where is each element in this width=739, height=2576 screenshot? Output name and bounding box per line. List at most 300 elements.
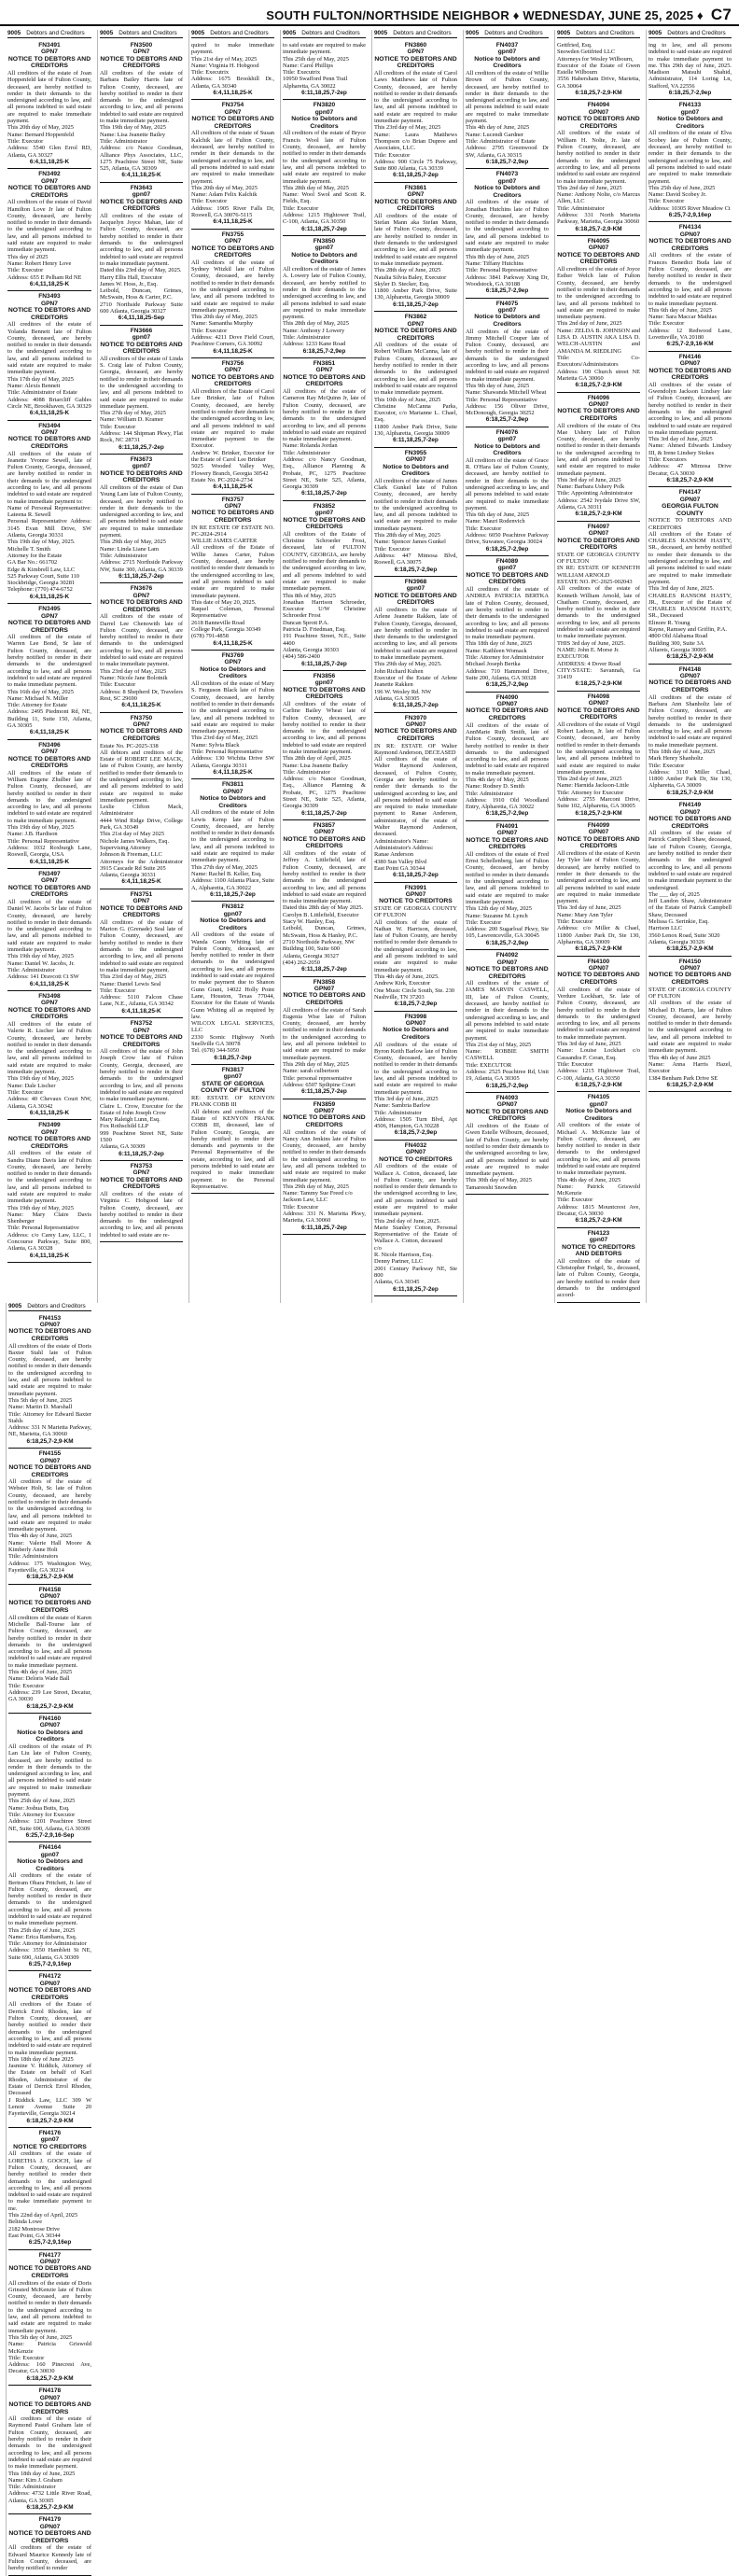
notice-body: All creditors of the estate of Frances Benedict Buda late of Fulton County, deceased, are hereby notified to render in their demands to the undersigned according to law, and all persons indebted to said estate are required to make immediate payment. This 6th day of June, 2025 Name: Sara Maccar Mathias Title: Executor Address: 12 Redwood Lane, Lovettsville, VA 20180: [648, 252, 732, 342]
notice-id: FN4089: [495, 558, 519, 566]
notice-id: FN3491: [38, 42, 61, 49]
notice-run-dates: 6:4,11,18,25-Sep: [118, 315, 165, 322]
notice-code: GPN07: [405, 721, 426, 728]
notice-code: GPN07: [405, 890, 426, 898]
notice-run-dates: 6:4,11,18,25-K: [29, 980, 70, 987]
legal-notice: [466, 821, 549, 950]
legal-notice: [466, 299, 549, 427]
legal-notice: [100, 713, 183, 889]
notice-body: All creditors of the estate of Warren Lee Bond, Sr late of Fulton County, deceased, are hereby notified to render in their demands to the undersigned according to law, and all persons indebted to said estate are required to make immediate payment. This 16th day of May, 2025 Name: Michael N. Miller Title: Attorney for Estate Address: 2495 Piedmont Rd, NE, Building 11, Suite 150, Atlanta, GA 30305: [7, 634, 91, 729]
notice-run-dates: 6:18,25,7-2,9-KM: [666, 789, 714, 796]
notice-title: Notice to Debtors and Creditors: [291, 251, 357, 266]
notice-title: NOTICE TO DEBTORS AND CREDITORS: [7, 185, 91, 199]
section-code: 9005: [7, 30, 21, 36]
legal-notice: [557, 393, 640, 522]
notice-id: FN3861: [404, 184, 427, 191]
notice-title: Notice to Debtors and Creditors: [474, 185, 540, 199]
notice-title: Notice to Debtors and Creditors: [474, 314, 540, 328]
notice-body: to said estate are required to make immediate payment. This 25th day of May, 2025 Name: Carol Phillips Title: Executrix 10950 Swafford Penn Trail Alpharetta, GA 30022: [283, 42, 366, 90]
notice-body: All creditors of the estate of Valerie R. Lischer late of Fulton County, deceased, are hereby notified to render in their demands to the undersigned according to law, and all persons indebted to said estate are required to make immediate payment. This 19th day of May, 2025 Name: Dale Lischer Title: Executor Address: 40 Chevaux Court NW, Atlanta, GA 30342: [7, 1020, 91, 1110]
notice-body: All creditors of the estate of Edward Maurice Kennedy late of Fulton County, deceased, are hereby notified to render: [8, 2544, 91, 2572]
legal-notice: [7, 604, 91, 740]
notice-title: NOTICE TO DEBTORS AND CREDITORS: [7, 1006, 91, 1021]
notice-title: NOTICE TO DEBTORS AND CREDITORS: [8, 1328, 91, 1342]
notice-body: All creditors of the estate of Dan Young Lam late of Fulton County, deceased, are hereby notified to render in their demands to the undersigned according to law, and all persons indebted to said estate are required to make immediate payment. This 29th day of May, 2025 Name: Linda Liane Lam Title: Administrator Address: 2715 Northside Parkway NW, Suite 300, Atlanta, GA 30339: [100, 483, 183, 573]
notice-id: FN4172: [38, 1973, 62, 1981]
notice-title: NOTICE TO DEBTORS AND CREDITORS: [374, 198, 457, 213]
notice-run-dates: 6:4,11,18,25-K: [121, 172, 161, 179]
notice-body: All creditors of the estate of Ora Mae Ushery late of Fulton County, deceased, are hereby notified to render in their demands to the undersigned according to law, and all persons indebted to said estate are required to make immediate payment. This 3rd day of June, 2025 Name: Barbara Ushery Polk Title: Appointing Administrator Address: 2542 Ivydale Drive SW, Atlanta, GA 30311: [557, 422, 640, 511]
notice-code: GPN07: [588, 530, 609, 538]
notice-title: NOTICE TO DEBTORS AND CREDITORS: [100, 728, 183, 742]
legal-notice: [374, 312, 457, 448]
legal-notice: [8, 2514, 91, 2575]
notice-run-dates: 6:18,25,7-2,9-KM: [26, 1702, 74, 1710]
legal-notice: [283, 977, 366, 1099]
notice-run-dates: 6:25,7-2,9,16ep: [28, 1961, 72, 1968]
notice-code: GPN07: [314, 985, 335, 992]
notice-body: All creditors of the estate of Jonathan Hutchins late of Fulton County, deceased, are hereby notified to render in their demands to the undersigned according to law, and all persons indebted to said estate are required to make immediate payment. This 8th day of June, 2025 Name: Tiffany Hutchins Title: Personal Representative Address: 3841 Parkway Xing Dr, Woodstock, GA 30188: [466, 199, 549, 287]
notice-body: All creditors of the estate of LORETHA J. GOOCH, late of Fulton County, deceased, are hereby notified to render their demands to the undersigned according to law, and all persons indebted to said estate are required to make immediate payment to me. This 22nd day of April, 2025 Belinda Lowe 2182 Montrose Drive East Point, GA 30344: [8, 2150, 91, 2239]
notice-title: NOTICE TO DEBTORS AND CREDITORS: [374, 728, 457, 742]
notice-run-dates: 6:11,18,25,7-2ep: [301, 966, 347, 973]
notice-title: Notice to Debtors and Creditors: [200, 917, 266, 931]
page-header: [0, 0, 739, 26]
notice-code: gpn07: [314, 510, 334, 517]
notice-id: FN3998: [404, 1013, 427, 1020]
legal-notice: [557, 1092, 640, 1228]
legal-notice: [7, 1120, 91, 1263]
notice-body: All creditors of the estate of Fred Ernst Schellenberg, late of Fulton County, deceased, are hereby notified to render in their demands to the undersigned according to law, and all persons indebted to said estate are required to make immediate payment. This 12th day of May, 2025 Name: Suzanne M. Lynch Title: Executor Address: 200 Sugarloaf Pkwy, Ste 105, Lawrenceville, GA 30045: [466, 850, 549, 940]
notice-id: FN3643: [130, 184, 153, 191]
notice-id: FN3756: [221, 360, 244, 368]
notice-run-dates: 6:18,25,7-2,9-KM: [666, 1081, 714, 1088]
notice-code: gpn07: [589, 1100, 608, 1108]
legal-notice: [557, 522, 640, 692]
section-code: 9005: [648, 30, 662, 36]
notice-body: All creditors of the estate of Joyce Esther Welch late of Fulton County, deceased, are hereby notified to render in their demands to the undersigned according to law, and all persons indebted to said estate are required to make immediate payment. This 2nd day of June, 2025 Name: ZELDA B. JOHNSON and LISA D. AUSTIN AKA LISA D. WELCH-AUSTIN and AMANDA M. RIEDLING Title: Co-Executors/Administrators Address: 190 Church street NE Marietta GA 30060: [557, 266, 640, 382]
legal-notice: [8, 1449, 91, 1585]
notice-run-dates: 6:18,25,7-2,9-KM: [575, 680, 622, 688]
notice-run-dates: 6:4,11,18,25-K: [29, 729, 70, 736]
notice-body: All creditors of the estate of Wallace A. Cotton, deceased, late of Fulton County, are hereby notified to render their demands to the undersigned according to law, and all persons indebted to said estate are required to make immediate payment. This 2nd day of June, 2025. Marie Stanley Cotton, Personal Representative of the Estate of Wallace A. Cotton, deceased c/o R. Nicole Harrison, Esq. Denny Partner, LLC 2001 Century Parkway NE, Ste 800 Atlanta, GA 30345: [374, 1163, 457, 1286]
notice-code: gpn07: [132, 191, 151, 199]
notice-body: All creditors of the estate of ANDREA PATRICIA BERTKA late of Fulton County, deceased, are hereby notified to render in their demands to the undersigned according to law, and all persons indebted to said estate are required to make immediate payment. This 18th day of June, 2025 Name: Kathleen Womack Title: Attorney for Administrator Michael Joseph Bertka Address: 710 Hammond Drive, Suite 200, Atlanta, GA 30328: [466, 586, 549, 681]
notice-run-dates: 6:11,18,25,7-2ep: [119, 443, 164, 451]
notice-code: gpn07: [497, 436, 517, 443]
notice-run-dates: 6:18,25,7-2,9ep: [485, 545, 529, 553]
notice-body: All creditors of the estate of David Hamilton Love Jr late of Fulton County, deceased, are hereby notified to render in their demands to the undersigned according to law, and all persons indebted to said estate are required to make immediate payment. This day of 2025 Name: Robert Henry Love Title: Executor Address: 655 E Pelham Rd NE: [7, 199, 91, 281]
notice-id: FN4100: [587, 958, 610, 965]
notice-id: FN3754: [221, 102, 244, 109]
notice-body: All creditors of the estate of Sandra Diane Davis late of Fulton County, deceased, are hereby notified to render in their demands to the undersigned according to law, and all persons indebted to said estate are required to make immediate payment. This 19th day of May, 2025 Name: Mary Claire Davis Shenberger Title: Personal Representative Address: c/o Carey Law, LLC, 1 Concourse Parkway, Suite 800, Atlanta, GA 30328: [7, 1150, 91, 1253]
notice-id: FN3495: [38, 606, 61, 613]
notice-run-dates: 6:4,11,18,25-K: [29, 858, 70, 865]
notice-code: GPN7: [224, 238, 242, 245]
notice-title: Notice to Debtors and Creditors: [200, 665, 266, 680]
notice-body: All creditors of the estate of Carline Bailey Wheat late of Fulton County, deceased, are hereby notified to render in their demands to the undersigned according to law, and all persons indebted to said estate are required to make immediate payment. This 28th day of April, 2025 Name: Lisa Jeanette Bailey Title: Administrator Address: c/o Nance Goodman, Esq., Alliance Planning & Probate, PC, 1275 Peachtree Street NE, Suite 525, Atlanta, Georgia 30309: [283, 700, 366, 810]
notice-title: NOTICE TO DEBTORS AND CREDITORS: [283, 516, 366, 531]
legal-notice: [557, 1228, 640, 1303]
notice-title: NOTICE TO DEBTORS AND CREDITORS: [100, 55, 183, 70]
legal-notice: [466, 693, 549, 821]
legal-notice: [283, 100, 366, 236]
notice-id: FN3991: [404, 884, 427, 891]
notice-id: FN4149: [678, 802, 702, 809]
notice-body: All creditors of the estate of Marion G. (Grenade) Seal late of Fulton County, deceased, are hereby notified to render in their demands to the undersigned according to law, and all persons indebted to said estate are required to make immediate payment. This 23rd day of May, 2025 Name: Daniel Lewis Seal Title: Executor Address: 5110 Falcon Chase Lane, N.E., Atlanta, GA 30342: [100, 918, 183, 1008]
notice-code: GPN07: [679, 808, 701, 816]
notice-run-dates: 6:11,18,25,7-2ep: [210, 890, 256, 898]
legal-notice: [100, 183, 183, 326]
notice-run-dates: 6:18,25,7-2,9ep: [302, 347, 346, 355]
notice-code: gpn07: [132, 334, 151, 342]
notice-code: GPN7: [41, 300, 58, 307]
notice-body: IN RE ESTATE OF ESTATE NO. PC-2024-2914 WILLIE JAMES CARTER All creditors of the Estate of Willie James Carter, Fulton County, deceased, are hereby notified to render their demands to the undersigned according to law, and all persons indebted to said estate are required to make immediate payment. This date of May 20, 2025. Raquel Coleman, Personal Representative 2618 Banneville Road College Park, Georgia 30349 (678) 791-4858: [191, 524, 274, 640]
section-heading: [374, 30, 457, 38]
notice-title: Notice to Debtors and Creditors: [474, 442, 540, 457]
notice-run-dates: 6:18,25,7-2,9-KM: [575, 809, 622, 817]
notice-id: FN4164: [38, 1844, 62, 1852]
notice-body: All creditors of the estate of Willie Brown of Fulton County, deceased, are hereby notified to render in their demands to the undersigned according to law, and all persons indebted to said estate are required to make immediate payment. This 4th day of June, 2025 Name: Lucendi Gardner Title: Administrator of Estate Address: 2795 Greenwood Dr SW, Atlanta, GA 30315: [466, 70, 549, 159]
section-label: Debtors and Creditors: [484, 30, 543, 36]
notice-title: Notice to Debtors and Creditors: [383, 1027, 449, 1041]
notice-id: FN4094: [587, 102, 610, 109]
notice-id: FN4160: [38, 1715, 62, 1722]
notice-body: All creditors of the estate of Doris Baxter Stahl late of Fulton County, deceased, are hereby notified to render in their demands to the undersigned according to law, and all persons indebted to said estate are required to make immediate payment. This 5th day of June, 2025 Name: Martin D. Marshall Title: Attorney for Edward Baxter Stahls Address: 331 N Marietta Parkway, NE, Marietta, GA 30060: [8, 1342, 91, 1438]
legal-notice: [8, 2250, 91, 2387]
notice-title: NOTICE TO DEBTORS AND CREDITORS: [7, 307, 91, 321]
notice-id: FN3857: [313, 822, 336, 830]
notice-title: NOTICE TO DEBTORS AND CREDITORS: [466, 836, 549, 851]
notice-body: All creditors of the estate of Sarah Eugenia Wise late of Fulton County, deceased, are hereby notified to render in their demands to the undersigned according to law, and all persons indebted to said estate are required to make immediate payment. This 29th day of May, 2025 Name: sarah culbertson Title: personal representative Address: 6507 Spiltpine Court: [283, 1006, 366, 1088]
legal-notice: [100, 40, 183, 183]
notice-id: FN4133: [678, 102, 702, 109]
notice-body: All creditors of the estate of Gwendolyn Jackson Lindsey late of Fulton County, deceased, are hereby notified to render in their demands to the undersigned according to law, and all persons indebted to said estate are required to make immediate payment. This 3rd day of June, 2025 Name: Ahmed Edwards Lindsey III, & Irene Lindsey Stokes Title: Executors Address: 47 Mimosa Drive Decatur, GA 30030: [648, 381, 732, 477]
section-label: Debtors and Creditors: [667, 30, 726, 36]
notice-title: NOTICE TO DEBTORS AND CREDITORS: [8, 2530, 91, 2544]
notice-code: GPN7: [407, 320, 425, 328]
notice-id: FN3859: [313, 1100, 336, 1108]
legal-notice: [648, 957, 732, 1093]
notice-title: Notice to Debtors and Creditors: [657, 116, 723, 130]
notice-id: FN3752: [130, 1020, 153, 1028]
notice-run-dates: 6:18,25,7-2,9ep: [485, 416, 529, 424]
notice-code: GPN07: [405, 1149, 426, 1156]
notice-title: NOTICE TO DEBTORS AND CREDITORS: [191, 373, 274, 388]
legal-notice: [648, 800, 732, 956]
notice-title: NOTICE TO DEBTORS AND CREDITORS: [8, 1600, 91, 1615]
section-heading: [466, 30, 549, 38]
notice-body: All creditors of the estate of Barbara Bailey Harris late of Fulton County, deceased, are hereby notified to render in their demands to the undersigned according to law, and all persons indebted to said estate are required to make immediate payment. This 19th day of May, 2025 Name: Lisa Jeanette Bailey Title: Administrator Address: c/o Nance Goodman, Alliance Phys Associates, LLC, 1275 Peachtree Street NE, Suite 525, Atlanta, GA 30309: [100, 70, 183, 173]
legal-notice: [7, 169, 91, 291]
notice-id: FN4158: [38, 1586, 62, 1593]
notice-id: FN3500: [130, 42, 153, 49]
notice-id: FN3955: [404, 449, 427, 456]
notice-code: GPN7: [132, 721, 150, 728]
notice-title: NOTICE TO DEBTORS AND CREDITORS: [283, 373, 366, 388]
notice-body: RE: ESTATE OF KENYON FRANK COBB III All debtors and creditors of the Estate of KENYON FRANK COBB III, deceased, late of Fulton County, Georgia, are hereby notified to render their demands and payments to the Personal Representative of the estate, according to law, and all persons indebted to said estate are required to make immediate payment to the Personal Representative.: [191, 1095, 274, 1190]
notice-body: All creditors of the Estate of Christine Schroeder Frost, deceased, late of FULTON COUNTY, GEORGIA, are hereby notified to render their demands to the undersigned according to law, and all persons indebted to said estate are required to make immediate payment. This 8th of May, 2025 Jonathan Harrison Schroeder, Executor U/W Christine Schroeder Frost Duncan Sprott P.A. Patricia D. Friedman, Esq. 191 Peachtree Street, N.E., Suite 4400 Atlanta, Georgia 30303 (404) 586-2400: [283, 530, 366, 661]
legal-notice: [7, 991, 91, 1120]
notice-id: FN4037: [495, 42, 519, 49]
notice-body: All creditors of the estate of Jeanette Yvonne Sewell, late of Fulton County, Georgia, deceased, are hereby notified to render in their demands to the undersigned according to law, and all persons indebted to said estate are required to make immediate payment to: Name of Personal Representative: Lateena R. Sewell Personal Representative Address: 3145 Evan Mill Drive, SW Atlanta, Georgia 30331 This 19th day of May, 2025. Michelle T. Smith Attorney for the Estate GA Bar No.: 661702 Edge & Kimbrell Law, LLC 525 Parkway Court, Suite 110 Stockbridge, Georgia 30281 Telephone: (770) 474-6752: [7, 450, 91, 594]
notice-id: FN4176: [38, 2129, 62, 2136]
notice-title: NOTICE TO DEBTORS AND CREDITORS: [283, 992, 366, 1006]
notice-run-dates: 6:18,25,7-2,9-KM: [666, 476, 714, 483]
section-heading: [283, 30, 366, 38]
notice-title: NOTICE TO DEBTORS AND CREDITORS: [100, 469, 183, 484]
notice-code: gpn07: [589, 1237, 608, 1244]
legal-notice: [283, 40, 366, 100]
notice-body: All creditors of the estate of Mary S. Ferguson Black late of Fulton County, deceased, are hereby notified to render in their demands to the undersigned according to law, and all persons indebted to said estate are required to make immediate payment. This 23rd day of May, 2025 Name: Sylvia Black Title: Personal Representative Address: 130 Wichita Drive SW Atlanta, Georgia 30311: [191, 680, 274, 769]
notice-title: NOTICE TO DEBTORS AND CREDITORS: [557, 251, 640, 266]
notice-id: FN3858: [313, 978, 336, 986]
section-heading: [8, 1303, 91, 1311]
notice-code: gpn07: [314, 679, 334, 687]
notice-code: gpn07: [40, 2136, 60, 2144]
legal-notice: [191, 902, 274, 1065]
legal-notice: [283, 671, 366, 820]
notice-id: FN4134: [678, 224, 702, 231]
notice-id: FN4095: [587, 238, 610, 245]
notice-run-dates: 6:11,18,25,7-2ep: [393, 1285, 439, 1293]
notice-id: FN3492: [38, 171, 61, 178]
notice-code: GPN7: [132, 49, 150, 56]
legal-notice: [466, 950, 549, 1093]
notice-code: GPN7: [132, 1027, 150, 1034]
notice-code: GPN7: [315, 367, 333, 374]
legal-notice: [374, 883, 457, 1012]
notice-body: All creditors of the estate of Pi Lan Liu late of Fulton County, deceased, are hereby notified to render in their demands to the undersigned according to law, and all persons indebted to said estate are required to make immediate payment. This 25th day of June, 2025 Name: Joshua Butts, Esq. Title: Attorney for Executor Address: 1201 Peachtree Street NE, Suite 690, Atlanta, GA 30309: [8, 1743, 91, 1832]
notice-code: GPN07: [314, 829, 335, 836]
running-head: [266, 6, 732, 24]
legal-notice: [466, 40, 549, 169]
notice-code: GPN07: [588, 108, 609, 116]
notice-code: gpn07: [40, 1851, 60, 1858]
legal-notice: [648, 100, 732, 222]
notice-code: GPN7: [132, 592, 150, 599]
notice-code: GPN07: [679, 360, 701, 368]
notice-code: GPN07: [39, 1321, 61, 1328]
legal-notice: [557, 236, 640, 392]
legal-notice: [648, 665, 732, 801]
notice-title: NOTICE TO DEBTORS AND CREDITORS: [100, 341, 183, 356]
section-heading: [648, 30, 732, 38]
legal-notice: [191, 779, 274, 902]
notice-column: [646, 30, 733, 1303]
legal-notice: [557, 40, 640, 100]
notice-body: All creditors of the estate of Patrick Campbell Shaw, deceased, late of Fulton County, Georgia, are hereby notified to render their demands to the undersigned according to law, and all persons indebted to said estate are required to make immediate payment to the undersigned. The ___ day of, 2025 Jeff Landon Shaw, Administrator of the Estate of Patrick Campbell Shaw, Deceased Melissa G. Serinkie, Esq. Harrison LLC 3560 Lenox Road, Suite 3020 Atlanta, Georgia 30326: [648, 830, 732, 945]
section-label: Debtors and Creditors: [393, 30, 452, 36]
notice-title: NOTICE TO DEBTORS AND CREDITORS: [100, 1033, 183, 1048]
notice-body: All creditors of the estate of John Lewis Kemp late of Fulton County, deceased, are hereby notified to render in their demands to the undersigned according to law, and all persons indebted to said estate are required to make immediate payment. This 27th day of May, 2025 Name: Rachel B. Keller, Esq. Address: 1100 Atlanta Place, Suite A, Alpharetta, GA 30022: [191, 809, 274, 891]
notice-run-dates: 6:4,11,18,25-K: [29, 410, 70, 417]
notice-id: FN4096: [587, 394, 610, 401]
notice-body: All creditors of the estate of Nancy Ann Jenkins late of Fulton County, deceased, are hereby notified to render in their demands to the undersigned according to law, and all persons indebted to said estate are required to make immediate payment. This 29th day of May, 2025 Name: Tammy Sue Freed c/o Jackson Law, LLC Title: Executor Address: 331 N. Marietta Pkwy, Marietta, GA 30060: [283, 1128, 366, 1225]
notice-code: GPN07: [39, 1722, 61, 1729]
notice-id: FN3494: [38, 422, 61, 429]
legal-notice: [648, 222, 732, 351]
notice-column: [371, 30, 459, 1303]
notice-code: GPN07: [39, 1457, 61, 1464]
notice-run-dates: 6:18,25,7-2,9-KM: [666, 653, 714, 661]
notice-title: NOTICE TO DEBTORS AND CREDITORS: [100, 1176, 183, 1191]
notice-title: NOTICE TO DEBTORS AND CREDITORS: [7, 619, 91, 634]
notice-run-dates: 6:18,25,7-2,9-KM: [26, 1437, 74, 1445]
notice-code: GPN07: [39, 2523, 61, 2530]
notice-id: FN3757: [221, 496, 244, 503]
notice-id: FN4032: [404, 1141, 427, 1149]
legal-notice: [283, 1099, 366, 1236]
notice-id: FN3769: [221, 652, 244, 660]
notice-id: FN4090: [495, 693, 519, 701]
notice-code: GPN07: [496, 701, 518, 708]
notice-run-dates: 6:18,25,7-2,9ep: [394, 1129, 438, 1137]
notice-title: NOTICE TO DEBTORS AND CREDITORS: [8, 2401, 91, 2415]
legal-notice: [283, 820, 366, 976]
notice-run-dates: 6:18,25,7-2,9-KM: [575, 225, 622, 232]
notice-title: Notice to Debtors and Creditors: [291, 116, 357, 130]
notice-id: FN4075: [495, 300, 519, 307]
notice-title: Notice to Debtors and Creditors: [17, 1858, 83, 1872]
notice-body: All creditors of the estate of William H. Nolte, Jr. late of Fulton County, deceased, are hereby notified to render in their demands to the undersigned according to law, and all persons indebted to said estate are required to make immediate payment. This 2nd day of June, 2025 Name: Anthony Nolte, c/o Marcus Allen, LLC Title: Administrator Address: 331 North Marietta Parkway, Marietta, Georgia 30060: [557, 130, 640, 226]
notice-body: All creditors of the estate of Susan Kalchik late of Fulton County, deceased, are hereby notified to render in their demands to the undersigned according to law, and all persons indebted to said estate are required to make immediate payment. This 20th day of May, 2025 Name: Adam Felix Kalchik Title: Executor Address: 1905 River Falls Dr, Roswell, GA 30076-5115: [191, 130, 274, 219]
notice-title: NOTICE TO DEBTORS AND CREDITORS: [7, 1136, 91, 1150]
notice-run-dates: 6:18,25,7-2,9-KM: [26, 2374, 74, 2382]
notice-body: Estate No. PC-2025-338 All debtors and creditors of the Estate of ROBERT LEE MACK, late of Fulton County, are hereby notified to render their demands to the undersigned according to law, and all persons indebted to said estate are required to make immediate payment. Leslie Clifton Mack, Administrator 4444 Wind Ridge Drive, College Park, GA 30349 This 21st day of May 2025 Nichole James Walkers, Esq. Supervising Attorney Johnson & Freeman, LLC Attorneys for the Administrator 3915 Cascade Rd Suite 205 Atlanta, Georgia 30331: [100, 742, 183, 879]
notice-title: STATE OF GEORGIA COUNTY OF FULTON: [201, 1080, 265, 1095]
notice-body: All creditors of the estate of Verdure Lockhart, Sr. late of Fulton County, deceased, are hereby notified to render in their demands to the undersigned according to law, and all persons indebted to said estate are required to make immediate payment. This 3rd day of June, 2025 Name: Louise Lockhart c/o Cassandra F. Ceran, Esq. Title: Executor Address: 1215 Hightower Trail, C-100, Atlanta, GA 30350: [557, 986, 640, 1082]
section-heading: [100, 30, 183, 38]
section-heading: [191, 30, 274, 38]
notice-body: All creditors of the estate of Daniel W. Jacobs Sr late of Fulton County, deceased, are hereby notified to render in their demands to the undersigned according to law, and all persons indebted to said estate are required to make immediate payment. This 19th day of May, 2025 Name: Daniel W. Jacobs, Jr. Title: Administrator Address: 141 Dravcott Ct SW: [7, 898, 91, 981]
notice-code: GPN7: [41, 877, 58, 885]
notice-body: quired to make immediate payment. This 21st day of May, 2025 Name: Virginia H. Hobgood Title: Executrix Address: 1675 Brookhill Dr., Atlanta, GA 30340: [191, 42, 274, 90]
notice-run-dates: 6:18,25,7-2,9ep: [485, 1082, 529, 1089]
section-label: Debtors and Creditors: [119, 30, 177, 36]
notice-run-dates: 6:4,11,18,25-K: [213, 347, 253, 355]
notice-code: GPN7: [41, 1000, 58, 1007]
notice-body: NOTICE TO DEBTORS AND CREDITORS All creditors of the Estate of CHARLES RANSOM HASTY, SR., deceased, are hereby notified to render their demands to the undersigned according to law, and all persons indebted to said estate are required to make immediate payment. This 3rd day of June, 2025. CHARLES RANSOM HASTY, JR., Executor of the Estate of CHARLES RANSOM HASTY, SR., Deceased Elinore R. Young Rayne, Ramsey and Griffin, P.A. 4800 Old Alabama Road Building 300, Suite 3A Alfarets, Georgia 30005: [648, 517, 732, 653]
legal-notice: [100, 326, 183, 455]
notice-body: All creditors of the estate of Yolanda Bennett late of Fulton County, deceased, are hereby notified to render in their demands to the undersigned according to law, and all persons indebted to said estate are required to make immediate payment. This 17th day of May, 2025 Name: Alexis Bennett Title: Administrator of Estate Address: 4088 Briarcliff Gables Circle NE, Brookhaven, GA 30329: [7, 321, 91, 410]
notice-body: All creditors of the estate of John Joseph Crow late of Fulton County, Georgia, deceased, are hereby notified to render in their demands to the undersigned according to law, and all persons indebted to said estate are required to make immediate payment. Claire L. Crow, Executor for the Estate of John Joseph Crow Mary Raleigh Lunn, Esq. Fox Rothschild LLP 999 Peachtree Street NE, Suite 1500 Atlanta, GA 30309: [100, 1048, 183, 1151]
notice-run-dates: 6:4,11,18,25-K: [121, 1007, 161, 1015]
legal-notice: [100, 455, 183, 583]
legal-notice: [648, 352, 732, 488]
notice-code: GPN07: [39, 2394, 61, 2401]
notice-column: [463, 30, 551, 1303]
legal-notice: [8, 2386, 91, 2514]
legal-notice: [191, 230, 274, 358]
notice-code: GPN7: [41, 49, 58, 56]
notice-id: FN3850: [313, 238, 336, 245]
notice-title: NOTICE TO DEBTORS AND CREDITORS: [648, 367, 732, 382]
notice-title: NOTICE TO DEBTORS AND CREDITORS: [648, 238, 732, 252]
notice-code: GPN07: [679, 231, 701, 238]
section-code: 9005: [557, 30, 571, 36]
notice-id: FN3817: [221, 1067, 244, 1074]
legal-notice: [191, 495, 274, 651]
notice-body: All creditors of the estate of Byron Keith Barlow late of Fulton County, deceased, are hereby notified to render in their demands to the undersigned according to law, and all persons indebted to said estate are required to make immediate payment. This 3rd day of June, 2025 Name: Sambria Barlow Title: Administrator Address: 1505 Turn Blvd, Apt 4506, Hampton, GA 30228: [374, 1041, 457, 1130]
notice-body: All creditors of the estate of Grace R. O'Hara late of Fulton County, deceased, are hereby notified to render in their demands to the undersigned according to law, and all persons indebted to said estate are required to make immediate payment. This 6th day of June, 2025 Name: Mauri Rodenvich Title: Executor Address: 6050 Peachtree Parkway Drive, Suwanee, Georgia 30024: [466, 456, 549, 546]
notice-code: GPN7: [407, 191, 425, 199]
notice-code: GPN07: [588, 965, 609, 973]
legal-notice: [100, 889, 183, 1018]
notice-id: FN3498: [38, 992, 61, 1000]
notice-id: FN3811: [221, 781, 244, 789]
legal-notice: [466, 556, 549, 693]
notice-code: gpn07: [497, 177, 517, 185]
notice-body: All creditors of the estate of Robert William McCanna, late of Fulton County, deceased, are hereby notified to render in their demands to the undersigned according to law, and all persons indebted to said estate are required to make immediate payment. This 10th day of June, 2025 Christine McCanna Parks, Executor, c/o Marianne L. Chael, Esq. 11800 Amber Park Drive, Suite 130, Alpharetta, Georgia 30009: [374, 342, 457, 437]
notice-run-dates: 6:4,11,18,25-K: [213, 483, 253, 491]
section-heading: [7, 30, 91, 38]
notice-code: GPN7: [132, 898, 150, 905]
notice-id: FN4146: [678, 353, 702, 360]
notice-id: FN3496: [38, 741, 61, 749]
notice-run-dates: 6:11,18,25,7-2ep: [119, 572, 164, 580]
legal-notice: [374, 1012, 457, 1141]
notice-title: NOTICE TO DEBTORS AND CREDITORS: [8, 2265, 91, 2279]
notice-id: FN4091: [495, 822, 519, 830]
legal-notice: [283, 236, 366, 358]
notice-title: NOTICE TO DEBTORS AND CREDITORS: [283, 835, 366, 850]
notice-title: NOTICE TO DEBTORS AND CREDITORS: [557, 707, 640, 721]
notice-body: All creditors of the estate of Stefan Mann aka Stefan Mann, late of Fulton County, deceased, are hereby notified to render in their demands to the undersigned according to law, and all persons indebted to said estate are required to make immediate payment. This 28th day of June, 2025 Natalia Silvia Baley, Executor Skyler D. Stecker, Esq. 11800 Amber Park Drive, Suite 130, Alpharetta, Georgia 30009: [374, 212, 457, 301]
running-head-text: SOUTH FULTON/NORTHSIDE NEIGHBOR ♦ WEDNESDAY, JUNE 25, 2025 ♦: [266, 8, 704, 22]
notice-code: GPN7: [224, 502, 242, 510]
notice-code: GPN07: [588, 245, 609, 252]
notice-column: [6, 1303, 93, 2576]
legal-notice: [283, 358, 366, 501]
section-code: 9005: [191, 30, 205, 36]
legal-notice: [191, 358, 274, 495]
notice-title: NOTICE TO DEBTORS AND CREDITORS: [374, 592, 457, 607]
notice-body: All creditors of the estate of Sydney Witzkil late of Fulton County, deceased, are hereby notified to render in their demands to the undersigned according to law, and all persons indebted to said estate are required to make immediate payment. This 20th day of May, 2025 Name: Samantha Murphy Title: Executor Address: 4211 Dove Field Court, Peachtree Corners, GA 30092: [191, 259, 274, 348]
notice-column: [188, 30, 276, 1303]
notice-title: Notice to Debtors and Creditors: [17, 1729, 83, 1743]
notice-body: ing to law, and all persons indebted to said estate are required to make immediate payment to me. This 29th day of June, 2025. Madison Matsuhi Shahid, Administrator, 114 Loring Ln, Stafford, VA 22556: [648, 42, 732, 90]
notice-run-dates: 6:18,25,7-2,9ep: [485, 158, 529, 165]
notice-run-dates: 6:4,11,18,25-K: [29, 1109, 70, 1116]
legal-notice: [374, 1141, 457, 1296]
notice-code: gpn07: [497, 306, 517, 314]
legal-notice: [100, 1018, 183, 1161]
notice-id: FN4147: [678, 489, 702, 497]
notice-code: gpn07: [223, 1073, 243, 1081]
section-heading: [557, 30, 640, 38]
legal-notice: [191, 1065, 274, 1194]
notice-code: GPN07: [496, 959, 518, 966]
notice-body: IN RE: ESTATE OF Walter Raymond Anderson, DECEASED All creditors of the estate of Walter Raymond Anderson, deceased, of Fulton County, Georgia are hereby notified to render their demands to the undersigned according to law, and all persons indebted to said estate are required to make immediate payment to Ranae Anderson, administrator, of the estate of Walter Raymond Anderson, deceased. Administrator's Name: Administrator's Address: Ranae Anderson 4380 Sun Valley Blvd East Point GA 30344: [374, 742, 457, 872]
notice-run-dates: 6:4,11,18,25-K: [213, 218, 253, 226]
notice-code: GPN7: [41, 749, 58, 756]
notice-title: NOTICE TO DEBTORS AND CREDITORS: [283, 1114, 366, 1128]
notice-run-dates: 6:11,18,25,7-2ep: [301, 809, 347, 817]
notice-code: GPN07: [222, 788, 244, 795]
notice-run-dates: 6:11,18,25,7-2ep: [393, 172, 439, 179]
notice-run-dates: 6:18,25,7-2,9-KM: [575, 1081, 622, 1088]
legal-notice: [374, 40, 457, 183]
legal-notice: [648, 487, 732, 664]
notice-run-dates: 6:18,25,7-2,9-KM: [575, 382, 622, 389]
notice-body: All creditors of the estate of Virginia C. Hobgood late of Fulton County, deceased, are hereby notified to render in their demands to the undersigned according to law, and all persons indebted to said estate are re-: [100, 1190, 183, 1239]
notice-code: GPN7: [224, 108, 242, 116]
legal-notice: [374, 183, 457, 312]
notice-id: FN4153: [38, 1314, 62, 1322]
notice-id: FN4148: [678, 665, 702, 673]
section-code: 9005: [100, 30, 114, 36]
